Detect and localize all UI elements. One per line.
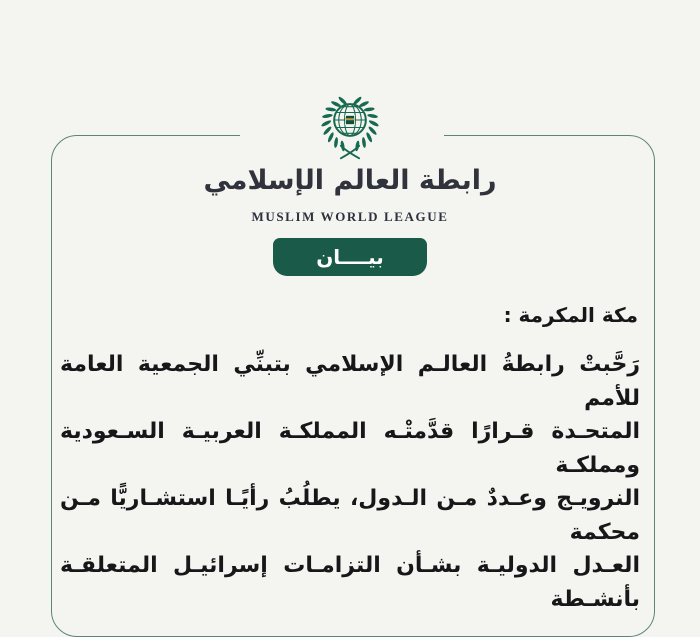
statement-banner	[273, 238, 427, 276]
body-line: رَحَّبتْ رابطةُ العالـم الإسلامي بتبنِّي الجمعية العامة للأمم	[60, 352, 640, 411]
wreath-globe-kaaba-icon	[308, 85, 392, 165]
kaaba-icon	[345, 115, 354, 124]
location-heading: مكة المكرمة :	[503, 303, 638, 327]
wreath-crossed-stems	[341, 146, 359, 159]
statement-body	[60, 348, 640, 616]
body-line: المتحـدة قـرارًا قدَّمتْـه المملكـة العربيـة السـعودية ومملكـة	[60, 419, 640, 478]
body-line: النرويـج وعـددٌ مـن الـدول، يطلُبُ رأيًـا استشـاريًّا مـن محكمة	[60, 486, 640, 545]
body-line: العـدل الدوليـة بشـأن التزامـات إسرائيـل المتعلقـة بأنشـطة	[60, 553, 640, 612]
logo-english-name: MUSLIM WORLD LEAGUE	[251, 209, 449, 224]
banner-label: بيــــان	[316, 245, 384, 269]
logo-arabic-calligraphy: رابطة العالم الإسلامي	[203, 165, 497, 196]
